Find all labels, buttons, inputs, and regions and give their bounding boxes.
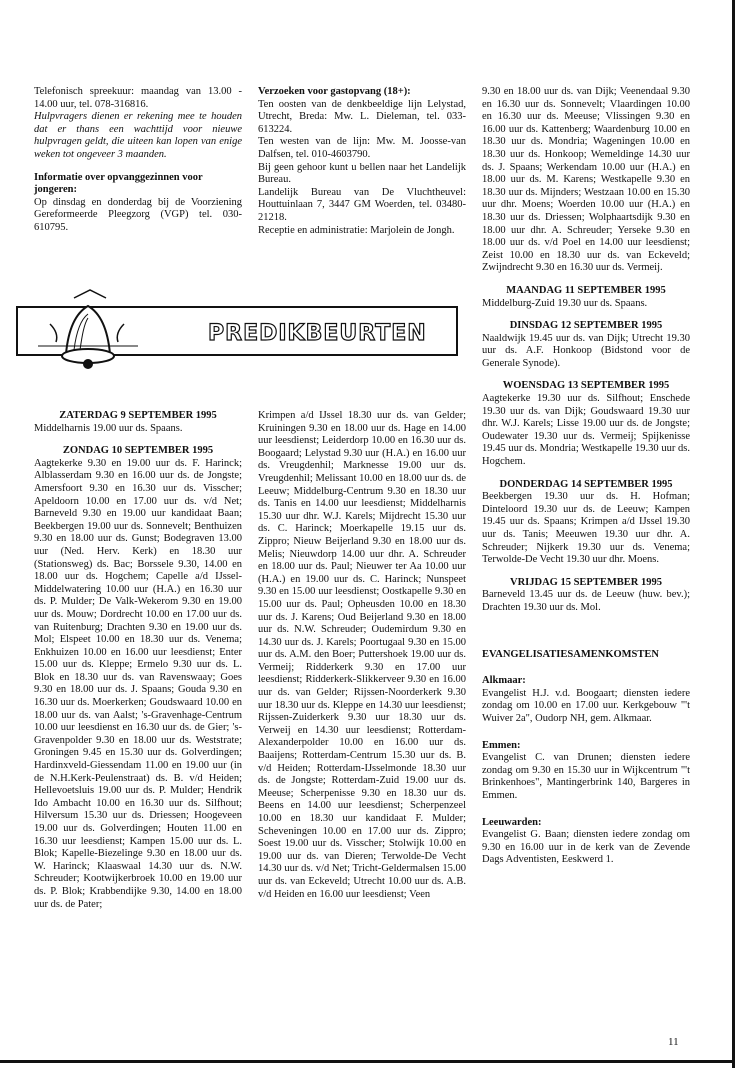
waiting-time-note: Hulpvragers dienen er rekening mee te houden dat er thans een wachttijd voor nieuwe hulpvragen geldt, die uiteen kan lopen van enige weken tot ongeveer 3 maanden. [34, 111, 242, 160]
guest-care-west: Ten westen van de lijn: Mw. M. Joosse-van Dalfsen, tel. 010-4603790. [258, 136, 466, 160]
services-column-middle [258, 410, 466, 901]
page-border-right [732, 0, 735, 1068]
alkmaar-text: Evangelist H.J. v.d. Boogaart; diensten iedere zondag om 10.00 en 17.00 uur. Kerkgebouw "'t Wuiver 2a", Oudorp NH, gem. Alkmaar. [482, 687, 690, 724]
emmen-heading: Emmen: [482, 739, 521, 751]
sunday-services-part3: 9.30 en 18.00 uur ds. van Dijk; Veenendaal 9.30 en 16.30 uur ds. Sonnevelt; Vlaardingen 10.00 en 16.30 uur ds. Meeuse; Vlissingen 9.30 en 16.00 uur ds. Kattenberg; Waardenburg 10.00 en 18.30 uur ds. Mondria; Wageningen 10.00 en 18.30 uur ds. Honkoop; Wemeldinge 14.30 uur ds. J. Spaans; Werkendam 10.00 uur (H.A.) en 18.00 uur ds. M. Karens; Westkapelle 9.30 en 18.30 uur ds. Mijnders; Westzaan 10.00 en 15.30 uur dhr. Moens; Woerden 10.00 uur (H.A.) en 18.30 uur ds. Driessen; Wolphaartsdijk 9.30 en 18.00 uur dhr. A. Schreuder; Yerseke 9.30 en 18.00 uur ds. v/d Poel en 14.00 uur leesdienst; Zeist 10.00 en 18.30 uur ds. van Eckeveld; Zwijndrecht 9.30 en 16.30 uur ds. Vermeij. [482, 86, 690, 274]
banner-title: PREDIKBEURTEN [208, 321, 427, 346]
sunday-services-part1: Aagtekerke 9.30 en 19.00 uur ds. F. Harinck; Alblasserdam 9.30 en 16.00 uur ds. de Jongste; Amersfoort 9.30 en 16.30 uur ds. Visscher; Apeldoorn 10.00 en 17.00 uur ds. v/d Net; Barneveld 9.30 en 19.00 uur kandidaat Baan; Beekbergen 19.00 uur ds. Sonnevelt; Benthuizen 9.30 en 18.00 uur ds. Gunst; Bodegraven 13.00 uur (Ned. Herv. Kerk) en 18.30 uur (Stationsweg) ds. Bac; Borssele 9.30, 14.00 en 18.00 uur ds. Hogchem; Capelle a/d IJssel-Middelwatering 10.00 uur (H.A.) en 16.30 uur ds. P. Mulder; De Valk-Wekerom 9.30 en 19.00 uur ds. Mouw; Dordrecht 10.00 en 17.00 uur ds. van Ruitenburg; Drachten 9.30 en 19.00 uur ds. Mol; Elspeet 10.00 en 18.30 uur ds. Venema; Enkhuizen 10.00 en 16.00 uur leesdienst; Enter 15.00 uur ds. Kleppe; Ermelo 9.30 uur ds. L. Blok en 18.30 uur ds. van Ravenswaay; Goes 9.30 en 18.00 uur ds. J. Spaans; Gouda 9.30 en 16.30 uur ds. Moerkerken; Goudswaard 10.00 en 18.00 uur ds. van Aalst; 's-Gravenhage-Centrum 10.00 uur leesdienst en 16.30 uur ds. de Gier; 's-Gravenpolder 9.30 en 18.00 uur ds. Weststrate; Groningen 9.45 en 15.30 uur ds. Golverdingen; Hardinxveld-Giessendam 11.00 en 19.00 uur (in de N.H.Kerk-Peulenstraat) ds. B. v/d Heiden; Hellevoetsluis 19.00 uur ds. P. Mulder; Hendrik Ido Ambacht 10.00 en 16.30 uur ds. Silfhout; Hilversum 15.30 uur ds. Driessen; Hoogeveen 19.00 uur ds. Golverdingen; Houten 11.00 en 16.30 uur leesdienst; Kampen 15.00 uur ds. L. Blok; Kapelle-Biezelinge 9.30 en 18.00 uur ds. W. Harinck; Klaaswaal 14.30 uur ds. N.W. Schreuder; Kootwijkerbroek 10.00 en 19.00 uur ds. P. Blok; Krabbendijke 9.30, 14.00 en 18.00 uur ds. de Pater; [34, 457, 242, 910]
evangelisation-heading: EVANGELISATIESAMENKOMSTEN [482, 648, 659, 660]
page-border-bottom [0, 1060, 735, 1063]
thursday-services: Beekbergen 19.30 uur ds. H. Hofman; Dinteloord 19.30 uur ds. de Leeuw; Kampen 19.45 uur ds. Spaans; Krimpen a/d IJssel 19.30 uur ds. Tanis; Meeuwen 19.30 uur dhr. A. Schreuder; Nijkerk 19.30 uur ds. Venema; Terwolde-De Vecht 19.30 uur dhr. Moens. [482, 491, 690, 566]
foster-families-text: Op dinsdag en donderdag bij de Voorziening Gereformeerde Pleegzorg (VGP) tel. 030-610795. [34, 196, 242, 233]
sunday-heading: ZONDAG 10 SEPTEMBER 1995 [62, 445, 214, 457]
saturday-heading: ZATERDAG 9 SEPTEMBER 1995 [59, 410, 217, 421]
thursday-heading: DONDERDAG 14 SEPTEMBER 1995 [499, 478, 673, 490]
sunday-services-part2: Krimpen a/d IJssel 18.30 uur ds. van Gelder; Kruiningen 9.30 en 18.00 uur ds. Hage en 14.00 uur leesdienst; Leiderdorp 10.00 en 16.30 uur ds. Boogaard; Lelystad 9.30 uur (H.A.) en 16.00 uur ds. Vreugdenhil; Marknesse 19.00 uur ds. Vreugdenhil; Melissant 10.00 en 18.00 uur ds. de Leeuw; Middelburg-Centrum 9.30 en 18.30 uur ds. Tanis en 14.00 uur leesdienst; Middelharnis 15.30 uur dhr. W.J. Karels; Mijdrecht 15.30 uur ds. C. Harinck; Moerkapelle 19.15 uur ds. Zippro; Nieuw Beijerland 9.30 en 18.00 uur ds. Melis; Nieuwdorp 14.00 uur dhr. A. Schreuder en 18.00 uur ds. Paul; Nieuwer ter Aa 10.00 uur (H.A.) en 19.00 uur ds. C. Harinck; Nunspeet 9.30 en 15.00 uur leesdienst; Oostkapelle 9.30 en 15.00 uur ds. Paul; Opheusden 10.00 en 18.30 uur ds. J. Karens; Oud Beijerland 9.30 en 18.00 uur ds. N.W. Schreuder; Oudemirdum 9.30 en 14.30 uur ds. J. Karels; Poortugaal 9.30 en 15.00 uur ds. A.M. den Boer; Puttershoek 19.00 uur ds. Vermeij; Ridderkerk 9.30 en 17.00 uur leesdienst; Ridderkerk-Slikkerveer 9.30 en 16.00 uur ds. van Gelder; Rijssen-Noorderkerk 9.30 uur 18.30 uur ds. Kleppe en 14.30 uur leesdienst; Rijssen-Zuiderkerk 9.30 uur 18.30 uur ds. Verweij en 14.30 uur leesdienst; Rotterdam-Alexanderpolder 10.00 en 16.00 uur ds. Baaijens; Rotterdam-Centrum 15.30 uur ds. B. v/d Heiden; Rotterdam-IJsselmonde 18.30 uur ds. de Jongste; Rotterdam-Zuid 19.00 uur ds. Meeuse; Scherpenisse 9.30 en 18.30 uur ds. Beens en 14.00 uur leesdienst; Scherpenzeel 10.00 en 18.30 uur kandidaat F. Mulder; Scheveningen 10.00 en 17.00 uur ds. Zippro; Soest 19.00 uur ds. Visscher; Stolwijk 10.00 en 19.00 uur ds. van Dieren; Terwolde-De Vecht 14.30 uur ds. v/d Net; Tricht-Geldermalsen 15.00 uur ds. van Eckeveld; Utrecht 10.00 uur ds. A.B. v/d Heiden en 16.00 uur leesdienst; Veen [258, 410, 466, 900]
bell-icon [28, 284, 148, 380]
friday-services: Barneveld 13.45 uur ds. de Leeuw (huw. bev.); Drachten 19.30 uur ds. Mol. [482, 589, 690, 613]
tuesday-heading: DINSDAG 12 SEPTEMBER 1995 [509, 320, 663, 332]
tuesday-services: Naaldwijk 19.45 uur ds. van Dijk; Utrecht 19.30 uur ds. A.F. Honkoop (Bidstond voor de Generale Synode). [482, 332, 690, 369]
national-bureau-address: Landelijk Bureau van De Vluchtheuvel: Houttuinlaan 7, 3447 GM Woerden, tel. 03480-21218. [258, 186, 466, 223]
services-column-left [34, 410, 242, 911]
foster-families-heading: Informatie over opvanggezinnen voor jongeren: [34, 171, 203, 196]
wednesday-heading: WOENSDAG 13 SEPTEMBER 1995 [502, 380, 670, 392]
leeuwarden-text: Evangelist G. Baan; diensten iedere zondag om 9.30 en 16.00 uur in de kerk van de Zevende Dags Adventisten, Eeskwerd 1. [482, 829, 690, 866]
guest-care-no-answer: Bij geen gehoor kunt u bellen naar het Landelijk Bureau. [258, 161, 466, 186]
telephone-hours: Telefonisch spreekuur: maandag van 13.00 - 14.00 uur, tel. 078-316816. [34, 86, 242, 110]
saturday-services: Middelharnis 19.00 uur ds. Spaans. [34, 422, 183, 434]
guest-care-east: Ten oosten van de denkbeeldige lijn Lelystad, Utrecht, Breda: Mw. L. Dieleman, tel. 033-613224. [258, 98, 466, 135]
monday-heading: MAANDAG 11 SEPTEMBER 1995 [506, 284, 666, 296]
info-column-left [34, 86, 242, 235]
monday-services: Middelburg-Zuid 19.30 uur ds. Spaans. [482, 297, 648, 309]
services-column-right [482, 86, 690, 867]
leeuwarden-heading: Leeuwarden: [482, 816, 542, 828]
guest-care-heading: Verzoeken voor gastopvang (18+): [258, 86, 411, 97]
emmen-text: Evangelist C. van Drunen; diensten iedere zondag om 9.30 en 15.30 uur in Wijkcentrum "'t Brinkenhoes", Mantingerbrink 140, Bargeres in Emmen. [482, 752, 690, 801]
reception-admin: Receptie en administratie: Marjolein de Jongh. [258, 224, 455, 236]
info-column-middle [258, 86, 466, 237]
alkmaar-heading: Alkmaar: [482, 675, 526, 687]
wednesday-services: Aagtekerke 19.30 uur ds. Silfhout; Enschede 19.30 uur ds. van Dijk; Goudswaard 19.30 uur dhr. W.J. Karels; Lisse 19.00 uur ds. de Jongste; Oudewater 19.30 uur ds. Vermeij; Spijkenisse 19.45 uur ds. Mondria; Westkapelle 19.30 uur ds. Hogchem. [482, 393, 690, 468]
predikbeurten-banner [16, 284, 456, 380]
friday-heading: VRIJDAG 15 SEPTEMBER 1995 [510, 576, 662, 588]
page-number: 11 [668, 1036, 679, 1048]
